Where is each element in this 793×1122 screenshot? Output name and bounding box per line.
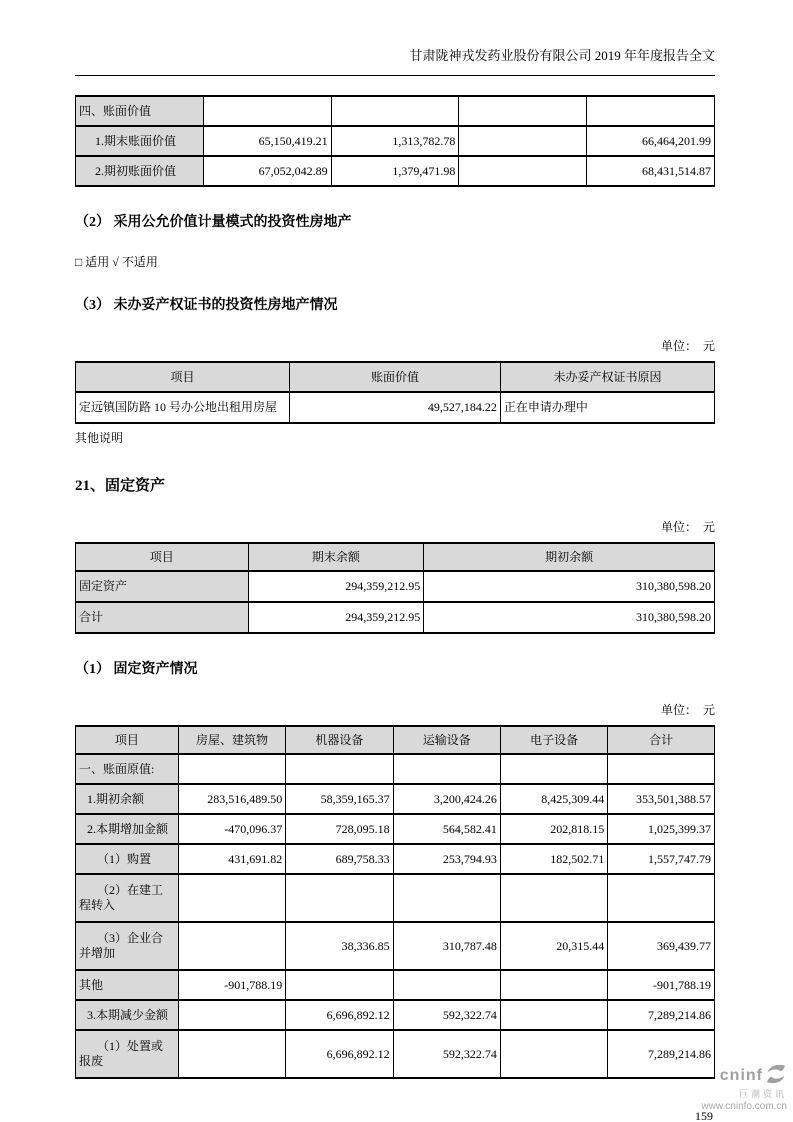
logo-swirl-icon: [765, 1064, 787, 1089]
cell-value: [286, 874, 393, 922]
cell-value: [178, 874, 285, 922]
cell-value: 310,380,598.20: [424, 571, 715, 602]
cell-value: 3,200,424.26: [393, 784, 500, 814]
cell-value: 294,359,212.95: [248, 602, 424, 633]
cell-value: 182,502.71: [500, 844, 607, 874]
cell-value: 8,425,309.44: [500, 784, 607, 814]
logo-url: www.cninfo.com.cn: [701, 1100, 787, 1112]
column-header: 合计: [608, 726, 715, 754]
cell-value: 202,818.15: [500, 814, 607, 844]
table-row: [76, 784, 715, 814]
table-row: [76, 96, 715, 126]
cell-value: 49,527,184.22: [290, 392, 501, 423]
cell-value: 20,315.44: [500, 922, 607, 970]
cell-value: 7,289,214.86: [608, 1000, 715, 1030]
cell-value: 67,052,042.89: [203, 156, 331, 186]
table-row: [76, 571, 715, 602]
cell-value: 1,557,747.79: [608, 844, 715, 874]
row-label: 定远镇国防路 10 号办公地出租用房屋: [76, 392, 290, 423]
cell-value: [587, 96, 715, 126]
section-heading-fixed-assets: 21、固定资产: [75, 478, 166, 494]
cell-value: 1,025,399.37: [608, 814, 715, 844]
cell-value: [178, 922, 285, 970]
cell-value: 592,322.74: [393, 1000, 500, 1030]
carrying-value-table: [75, 95, 715, 187]
cell-value: -470,096.37: [178, 814, 285, 844]
table-header-row: [76, 543, 715, 571]
row-label: 2.本期增加金额: [76, 814, 179, 844]
cell-value: [393, 970, 500, 1000]
row-label: 其他: [76, 970, 179, 1000]
table-row: [76, 874, 715, 922]
cell-value: [608, 874, 715, 922]
cell-value: 1,313,782.78: [331, 126, 459, 156]
cninfo-logo: [701, 1064, 787, 1112]
logo-chinese-name: 巨潮资讯: [738, 1089, 787, 1100]
unit-label: 单位： 元: [660, 520, 715, 534]
applicability-note: □ 适用 √ 不适用: [75, 255, 158, 269]
cell-value: 38,336.85: [286, 922, 393, 970]
cell-value: 58,359,165.37: [286, 784, 393, 814]
row-label: 合计: [76, 602, 249, 633]
cell-value: 294,359,212.95: [248, 571, 424, 602]
cell-value: 728,095.18: [286, 814, 393, 844]
cell-value: 310,787.48: [393, 922, 500, 970]
cell-value: 353,501,388.57: [608, 784, 715, 814]
cell-value: [459, 126, 587, 156]
cell-value: [178, 754, 285, 784]
column-header: 期初余额: [424, 543, 715, 571]
cell-value: -901,788.19: [608, 970, 715, 1000]
fixed-assets-detail-table: [75, 725, 715, 1079]
table-row: [76, 392, 715, 423]
table-row: [76, 754, 715, 784]
cell-value: 正在申请办理中: [500, 392, 714, 423]
page-number: 159: [695, 1109, 713, 1122]
cell-value: [203, 96, 331, 126]
column-header: 项目: [76, 362, 290, 392]
unit-label: 单位： 元: [660, 703, 715, 717]
table-row: [76, 1000, 715, 1030]
cell-value: [500, 754, 607, 784]
section-heading-fa-detail: （1） 固定资产情况: [75, 662, 198, 677]
cell-value: 253,794.93: [393, 844, 500, 874]
page-header: [75, 0, 715, 76]
cell-value: [459, 156, 587, 186]
column-header: 电子设备: [500, 726, 607, 754]
row-label: （1）处置或报废: [76, 1030, 179, 1078]
cell-value: 68,431,514.87: [587, 156, 715, 186]
cell-value: [286, 970, 393, 1000]
cell-value: [608, 754, 715, 784]
row-label: 3.本期减少金额: [76, 1000, 179, 1030]
cell-value: 369,439.77: [608, 922, 715, 970]
cell-value: 592,322.74: [393, 1030, 500, 1078]
cell-value: 6,696,892.12: [286, 1030, 393, 1078]
cell-value: 689,758.33: [286, 844, 393, 874]
cell-value: 66,464,201.99: [587, 126, 715, 156]
row-label: （3）企业合并增加: [76, 922, 179, 970]
column-header: 账面价值: [290, 362, 501, 392]
row-label: 1.期末账面价值: [76, 126, 204, 156]
cell-value: 283,516,489.50: [178, 784, 285, 814]
cell-value: [500, 874, 607, 922]
table-row: [76, 1030, 715, 1078]
cell-value: [500, 970, 607, 1000]
cell-value: [178, 1030, 285, 1078]
column-header: 期末余额: [248, 543, 424, 571]
column-header: 项目: [76, 543, 249, 571]
cell-value: 1,379,471.98: [331, 156, 459, 186]
row-label: （1）购置: [76, 844, 179, 874]
row-label: 固定资产: [76, 571, 249, 602]
row-label: 2.期初账面价值: [76, 156, 204, 186]
table-row: [76, 156, 715, 186]
row-label: 一、账面原值:: [76, 754, 179, 784]
cell-value: 7,289,214.86: [608, 1030, 715, 1078]
unit-label: 单位： 元: [660, 339, 715, 353]
column-header: 运输设备: [393, 726, 500, 754]
row-label: 四、账面价值: [76, 96, 204, 126]
table-row: [76, 844, 715, 874]
section-heading-no-cert: （3） 未办妥产权证书的投资性房地产情况: [75, 298, 338, 313]
column-header: 房屋、建筑物: [178, 726, 285, 754]
section-heading-fair-value: （2） 采用公允价值计量模式的投资性房地产: [75, 215, 352, 230]
table-row: [76, 970, 715, 1000]
fixed-assets-summary-table: [75, 542, 715, 634]
row-label: （2）在建工程转入: [76, 874, 179, 922]
column-header: 未办妥产权证书原因: [500, 362, 714, 392]
cell-value: 65,150,419.21: [203, 126, 331, 156]
cell-value: [178, 1000, 285, 1030]
cell-value: 564,582.41: [393, 814, 500, 844]
logo-wordmark: cninf: [719, 1067, 763, 1085]
cell-value: 310,380,598.20: [424, 602, 715, 633]
table-row: [76, 814, 715, 844]
cell-value: [331, 96, 459, 126]
table-header-row: [76, 726, 715, 754]
cell-value: 431,691.82: [178, 844, 285, 874]
cell-value: -901,788.19: [178, 970, 285, 1000]
cell-value: [459, 96, 587, 126]
table-row: [76, 922, 715, 970]
no-cert-table: [75, 361, 715, 424]
table-row: [76, 126, 715, 156]
cell-value: [393, 754, 500, 784]
page-header-title: 甘肃陇神戎发药业股份有限公司 2019 年年度报告全文: [409, 48, 715, 63]
table-row: [76, 602, 715, 633]
other-note: 其他说明: [75, 431, 124, 445]
row-label: 1.期初余额: [76, 784, 179, 814]
cell-value: [500, 1030, 607, 1078]
cell-value: 6,696,892.12: [286, 1000, 393, 1030]
cell-value: [393, 874, 500, 922]
cell-value: [500, 1000, 607, 1030]
table-header-row: [76, 362, 715, 392]
cell-value: [286, 754, 393, 784]
column-header: 项目: [76, 726, 179, 754]
column-header: 机器设备: [286, 726, 393, 754]
